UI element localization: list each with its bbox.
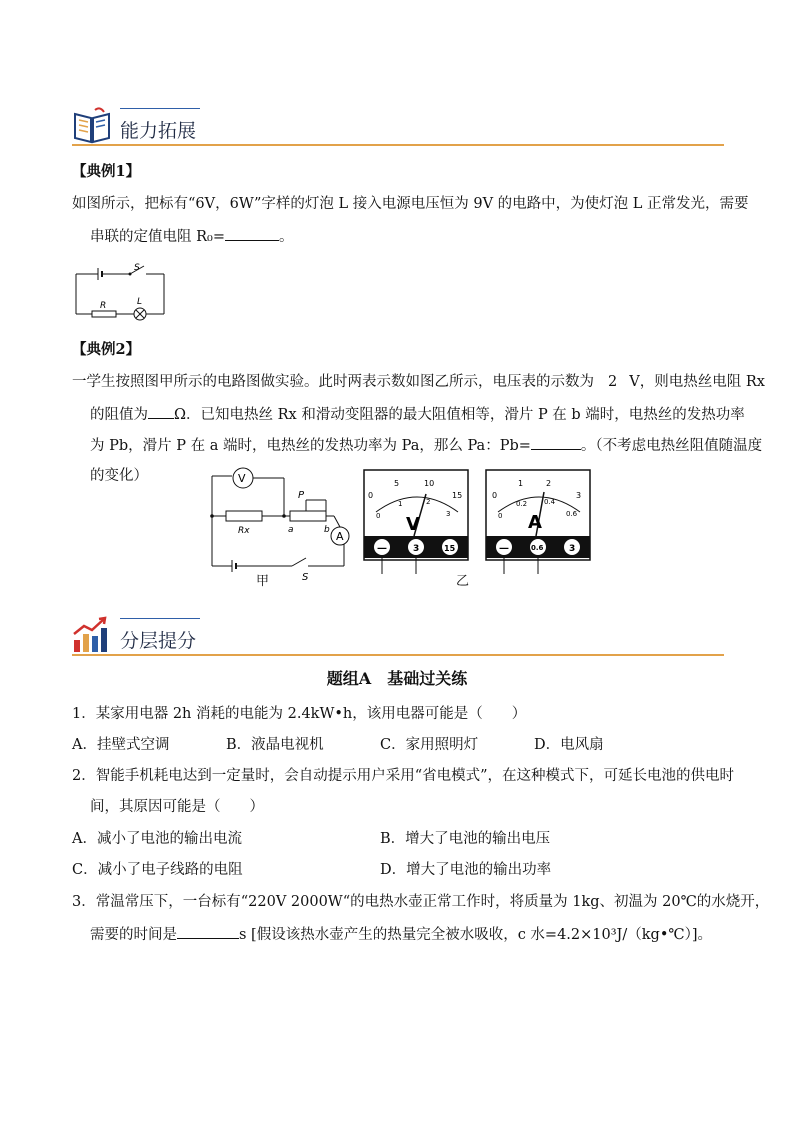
switch-label: S <box>134 263 140 273</box>
resistor-label: R <box>100 301 107 311</box>
volt-scale-bottom-2: 2 <box>426 498 431 506</box>
volt-scale-bottom-0: 0 <box>376 512 381 520</box>
question-2-option-b[interactable]: B．增大了电池的输出电压 <box>380 831 551 847</box>
question-2-stem-line2: 间，其原因可能是（ ） <box>90 799 264 815</box>
example2-line4: 的变化） <box>90 468 148 484</box>
answer-blank[interactable] <box>177 924 239 939</box>
answer-blank[interactable] <box>531 435 581 450</box>
volt-scale-top-10: 10 <box>424 479 435 488</box>
voltmeter-dial <box>362 468 472 576</box>
example2-line2: 的阻值为 Ω．已知电热丝 Rx 和滑动变阻器的最大阻值相等，滑片 P 在 b 端时，电热丝的发热功率 <box>90 404 745 425</box>
example2-line1: 一学生按照图甲所示的电路图做实验。此时两表示数如图乙所示，电压表的示数为 2 V，则电热丝电阻 Rx <box>72 374 765 390</box>
amp-scale-top-3: 3 <box>576 491 582 500</box>
example2-line3: 为 Pb，滑片 P 在 a 端时，电热丝的发热功率为 Pa，那么 Pa：Pb= 。（不考虑电热丝阻值随温度 <box>90 435 762 456</box>
question-2-option-d[interactable]: D．增大了电池的输出功率 <box>380 862 552 878</box>
amp-scale-top-1: 1 <box>518 479 524 488</box>
section-header-ability <box>72 104 724 148</box>
question-2-option-c[interactable]: C．减小了电子线路的电阻 <box>72 862 243 878</box>
amp-scale-bottom-06: 0.6 <box>566 510 578 518</box>
amp-terminal-3: 3 <box>569 544 576 554</box>
switch-label: S <box>302 572 309 583</box>
figure-caption-yi: 乙 <box>456 574 470 589</box>
volt-letter: V <box>406 514 420 535</box>
question-2-stem-line1: 2．智能手机耗电达到一定量时，会自动提示用户采用“省电模式”，在这种模式下，可延长电池的供电时 <box>72 768 735 784</box>
section-header-layered <box>72 614 724 658</box>
ammeter-dial <box>484 468 594 576</box>
amp-scale-top-2: 2 <box>546 479 552 488</box>
volt-scale-bottom-3: 3 <box>446 510 451 518</box>
question-2-option-a[interactable]: A．减小了电池的输出电流 <box>72 831 242 847</box>
book-icon <box>72 106 112 144</box>
figure-caption-jia: 甲 <box>256 574 270 589</box>
question-1-option-c[interactable]: C．家用照明灯 <box>380 737 479 753</box>
volt-scale-top-0: 0 <box>368 491 374 500</box>
question-1-stem: 1．某家用电器 2h 消耗的电能为 2.4kW•h，该用电器可能是（ ） <box>72 706 527 722</box>
voltmeter-symbol: V <box>238 472 246 485</box>
end-label-b: b <box>324 525 330 535</box>
answer-blank[interactable] <box>225 226 279 241</box>
rx-label: Rx <box>238 526 250 536</box>
example1-line1: 如图所示，把标有“6V，6W”字样的灯泡 L 接入电源电压恒为 9V 的电路中，为使灯泡 L 正常发光，需要 <box>72 196 749 212</box>
growth-chart-icon <box>72 616 110 654</box>
circuit-diagram-1 <box>74 262 168 324</box>
amp-scale-bottom-02: 0.2 <box>516 500 528 508</box>
volt-scale-top-5: 5 <box>394 479 400 488</box>
ammeter-symbol: A <box>336 530 344 543</box>
volt-terminal-15: 15 <box>444 544 456 553</box>
example1-line2: 串联的定值电阻 R₀= 。 <box>90 226 294 247</box>
amp-terminal-neg: — <box>499 543 509 554</box>
lamp-label: L <box>137 297 143 307</box>
circuit-diagram-jia <box>206 466 356 588</box>
question-1-option-b[interactable]: B．液晶电视机 <box>226 737 324 753</box>
question-1-option-a[interactable]: A．挂壁式空调 <box>72 737 170 753</box>
volt-scale-bottom-1: 1 <box>398 500 403 508</box>
amp-scale-bottom-04: 0.4 <box>544 498 556 506</box>
volt-terminal-3: 3 <box>413 544 420 554</box>
end-label-a: a <box>288 525 294 535</box>
question-3-stem-line2: 需要的时间是 s [假设该热水壶产生的热量完全被水吸收，c 水=4.2×10³J/（kg•℃）]。 <box>90 924 712 945</box>
amp-terminal-06: 0.6 <box>531 544 544 552</box>
answer-blank[interactable] <box>148 404 174 419</box>
section-title: 能力拓展 <box>120 120 197 142</box>
amp-scale-bottom-0: 0 <box>498 512 503 520</box>
question-3-stem-line1: 3．常温常压下，一台标有“220V 2000W“的电热水壶正常工作时，将质量为 1kg、初温为 20℃的水烧开， <box>72 894 770 910</box>
volt-scale-top-15: 15 <box>452 491 463 500</box>
amp-letter: A <box>528 512 542 533</box>
example1-label: 【典例1】 <box>72 163 141 180</box>
question-1-option-d[interactable]: D．电风扇 <box>534 737 604 753</box>
volt-terminal-neg: — <box>377 543 387 554</box>
group-title: 题组A 基础过关练 <box>326 669 468 688</box>
amp-scale-top-0: 0 <box>492 491 498 500</box>
section-title: 分层提分 <box>120 630 197 652</box>
example2-label: 【典例2】 <box>72 341 141 358</box>
slider-label-p: P <box>298 490 305 501</box>
